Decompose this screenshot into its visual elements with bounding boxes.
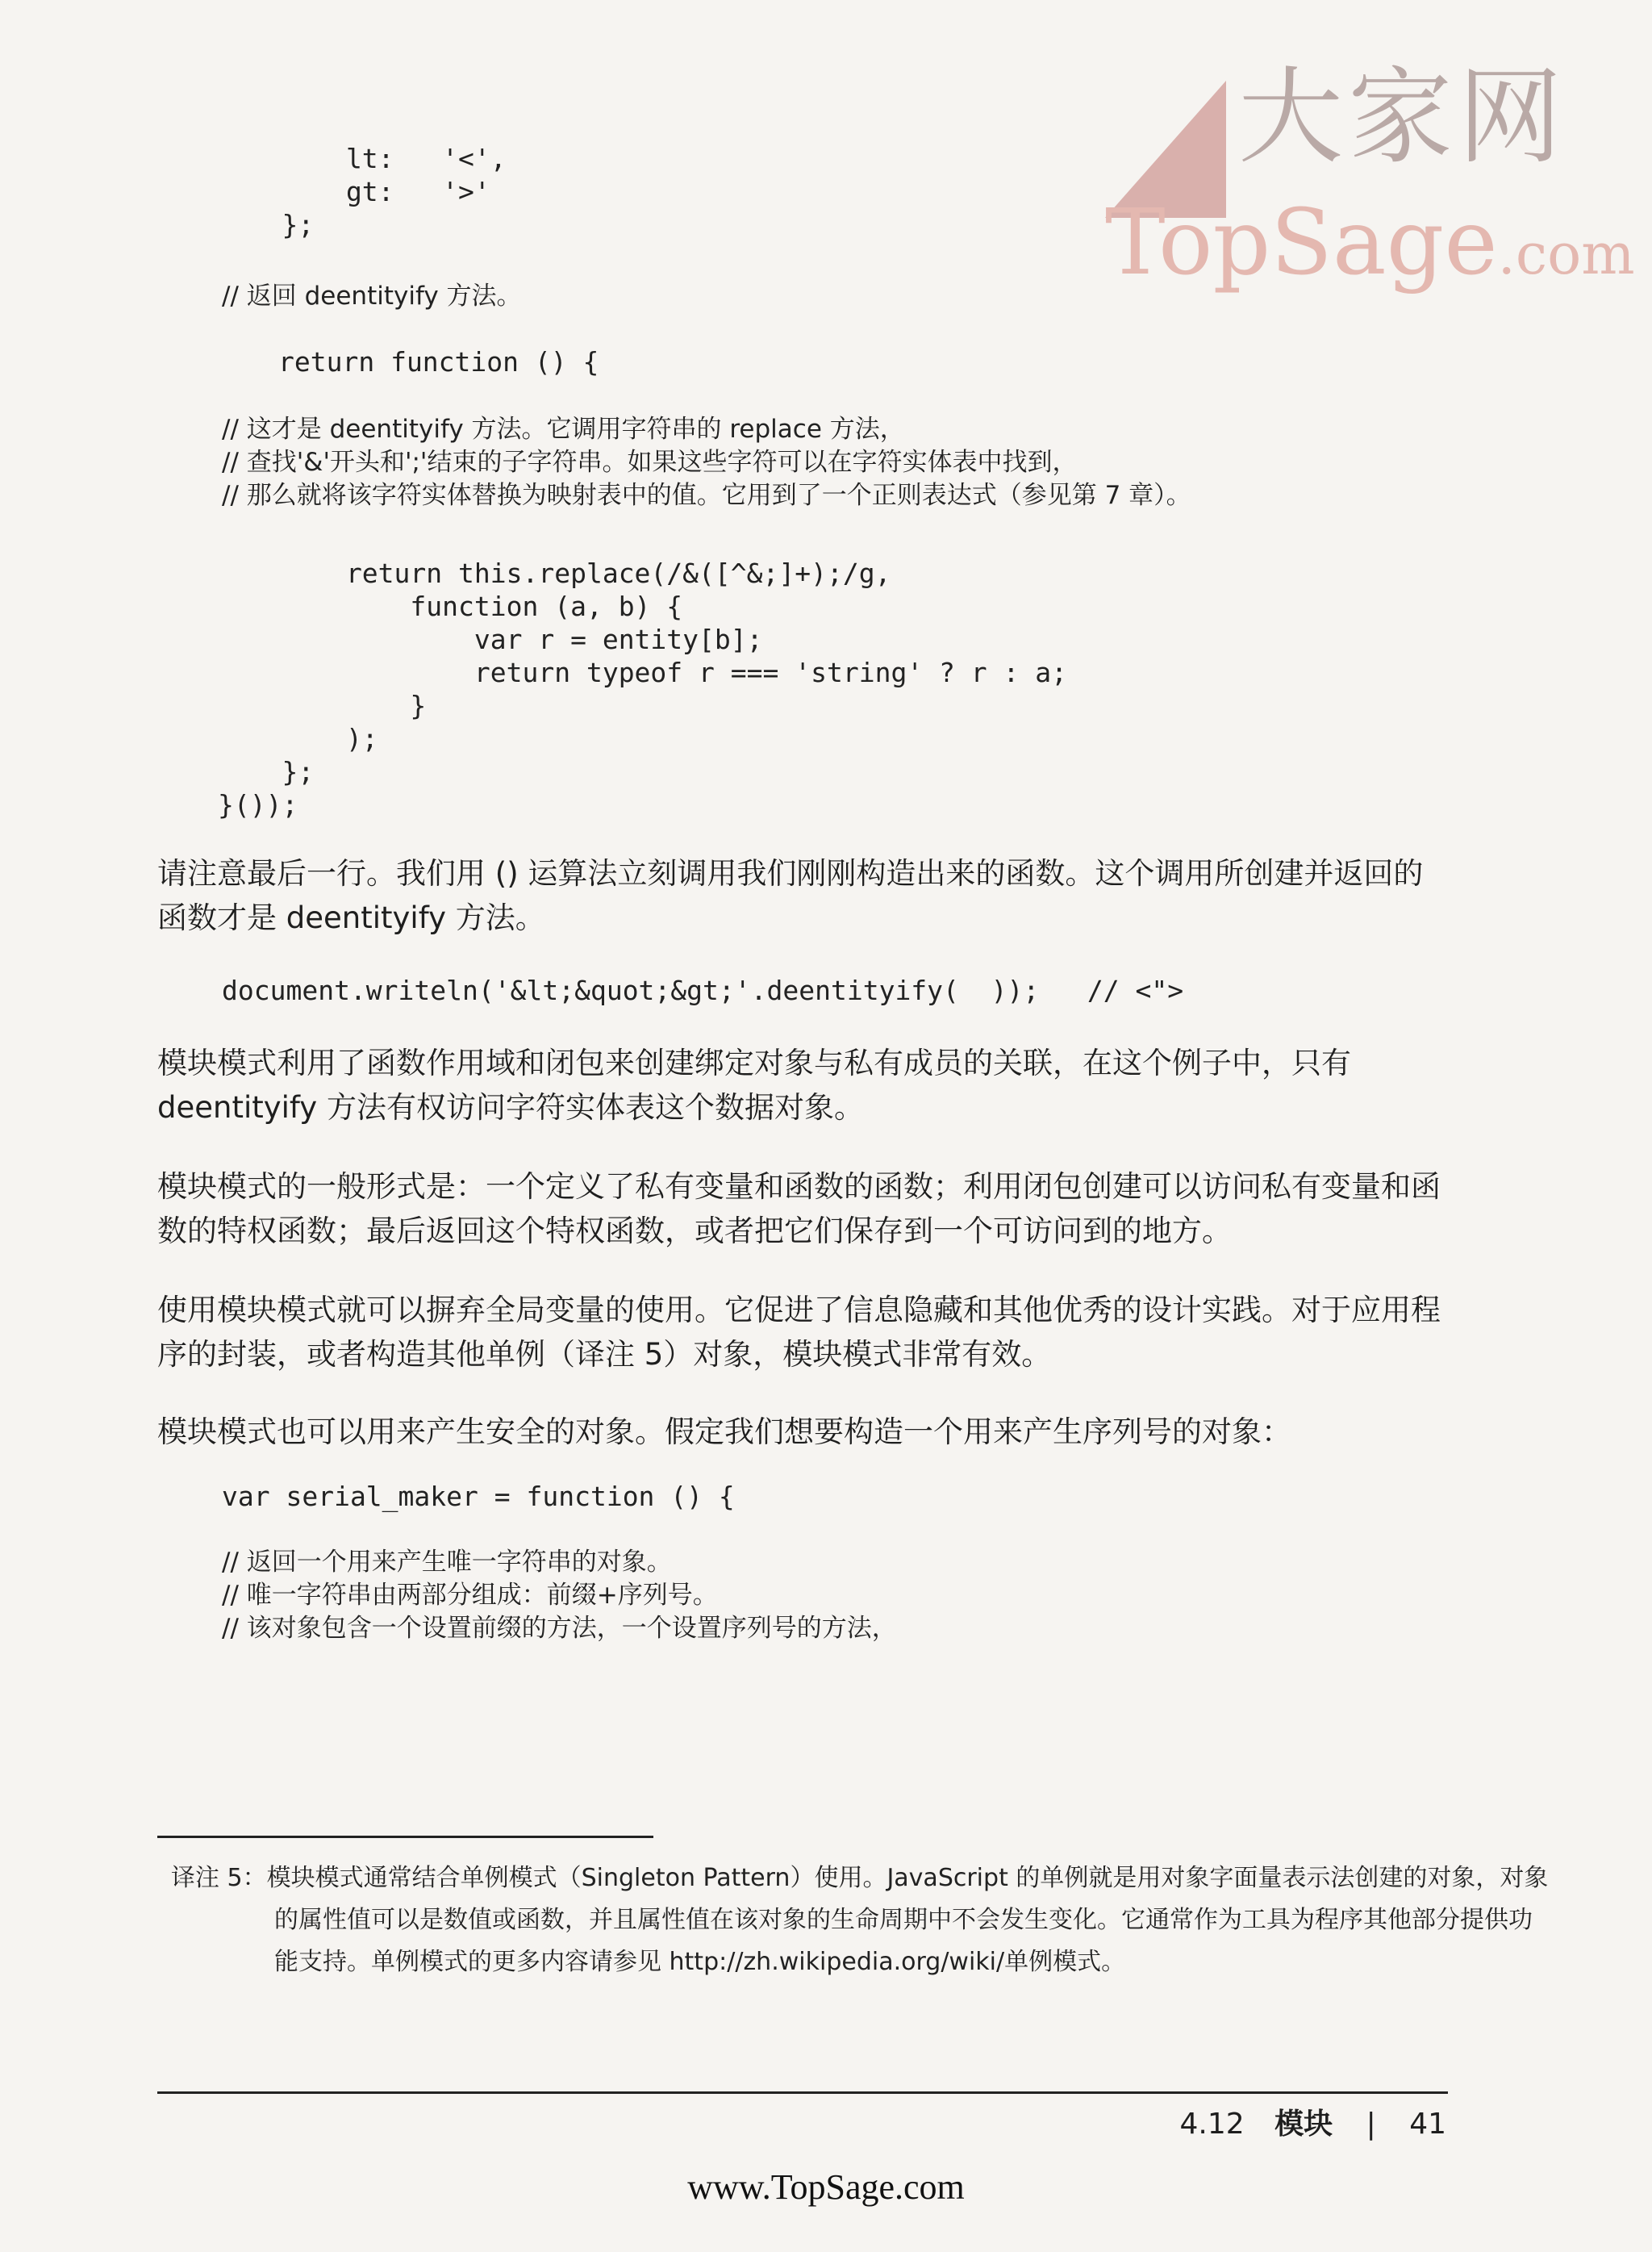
section-number: 4.12	[1179, 2108, 1245, 2141]
paragraph-module-scope: 模块模式利用了函数作用域和闭包来创建绑定对象与私有成员的关联，在这个例子中，只有 deentityify 方法有权访问字符实体表这个数据对象。	[157, 1046, 1351, 1125]
code-return-function: return function () {	[278, 346, 599, 378]
code-document-writeln: document.writeln('&lt;&quot;&gt;'.deentityify( )); // <">	[222, 975, 1184, 1006]
page-number: 41	[1409, 2108, 1446, 2141]
running-footer	[1180, 2101, 1446, 2142]
code-replace-block: return this.replace(/&([^&;]+);/g, function (a, b) { var r = entity[b]; return typeof r === 'string' ? r : a; } ); }; }());	[218, 558, 1067, 821]
watermark-english: TopSage.com	[1105, 190, 1635, 295]
watermark-chinese: 大家网	[1238, 56, 1568, 178]
code-serial-maker: var serial_maker = function () {	[222, 1481, 735, 1512]
footnote-divider	[157, 1836, 653, 1838]
footer-separator: |	[1366, 2108, 1376, 2141]
footer-divider	[157, 2091, 1448, 2094]
paragraph-module-benefits: 使用模块模式就可以摒弃全局变量的使用。它促进了信息隐藏和其他优秀的设计实践。对于应用程序的封装，或者构造其他单例（译注 5）对象，模块模式非常有效。	[157, 1293, 1441, 1372]
site-url: www.TopSage.com	[687, 2167, 965, 2207]
comment-serial-maker: // 返回一个用来产生唯一字符串的对象。 // 唯一字符串由两部分组成：前缀+序列号。 // 该对象包含一个设置前缀的方法，一个设置序列号的方法，	[222, 1548, 897, 1643]
topsage-watermark	[1097, 56, 1635, 315]
paragraph-module-general-form: 模块模式的一般形式是：一个定义了私有变量和函数的函数；利用闭包创建可以访问私有变量和函数的特权函数；最后返回这个特权函数，或者把它们保存到一个可访问到的地方。	[157, 1169, 1441, 1248]
footnote-singleton: 译注 5：模块模式通常结合单例模式（Singleton Pattern）使用。JavaScript 的单例就是用对象字面量表示法创建的对象，对象的属性值可以是数值或函数，并且属性值在该对象的生命周期中不会发生变化。它通常作为工具为程序其他部分提供功能支持。单例模式的更多内容请参见 http://zh.wikipedia.org/wiki/单例模式。	[171, 1864, 1549, 1976]
comment-deentityify-explanation: // 这才是 deentityify 方法。它调用字符串的 replace 方法， // 查找'&'开头和';'结束的子字符串。如果这些字符可以在字符实体表中找到， // 那么就将该字符实体替换为映射表中的值。它用到了一个正则表达式（参见第 7 章）。	[222, 415, 1191, 510]
paragraph-last-line-note: 请注意最后一行。我们用 () 运算法立刻调用我们刚刚构造出来的函数。这个调用所创建并返回的函数才是 deentityify 方法。	[157, 856, 1424, 935]
paragraph-secure-objects: 模块模式也可以用来产生安全的对象。假定我们想要构造一个用来产生序列号的对象：	[157, 1414, 1291, 1449]
comment-return-deentityify: // 返回 deentityify 方法。	[222, 282, 522, 311]
section-title: 模块	[1274, 2108, 1333, 2141]
code-entity-tail: lt: '<', gt: '>' };	[282, 143, 507, 240]
